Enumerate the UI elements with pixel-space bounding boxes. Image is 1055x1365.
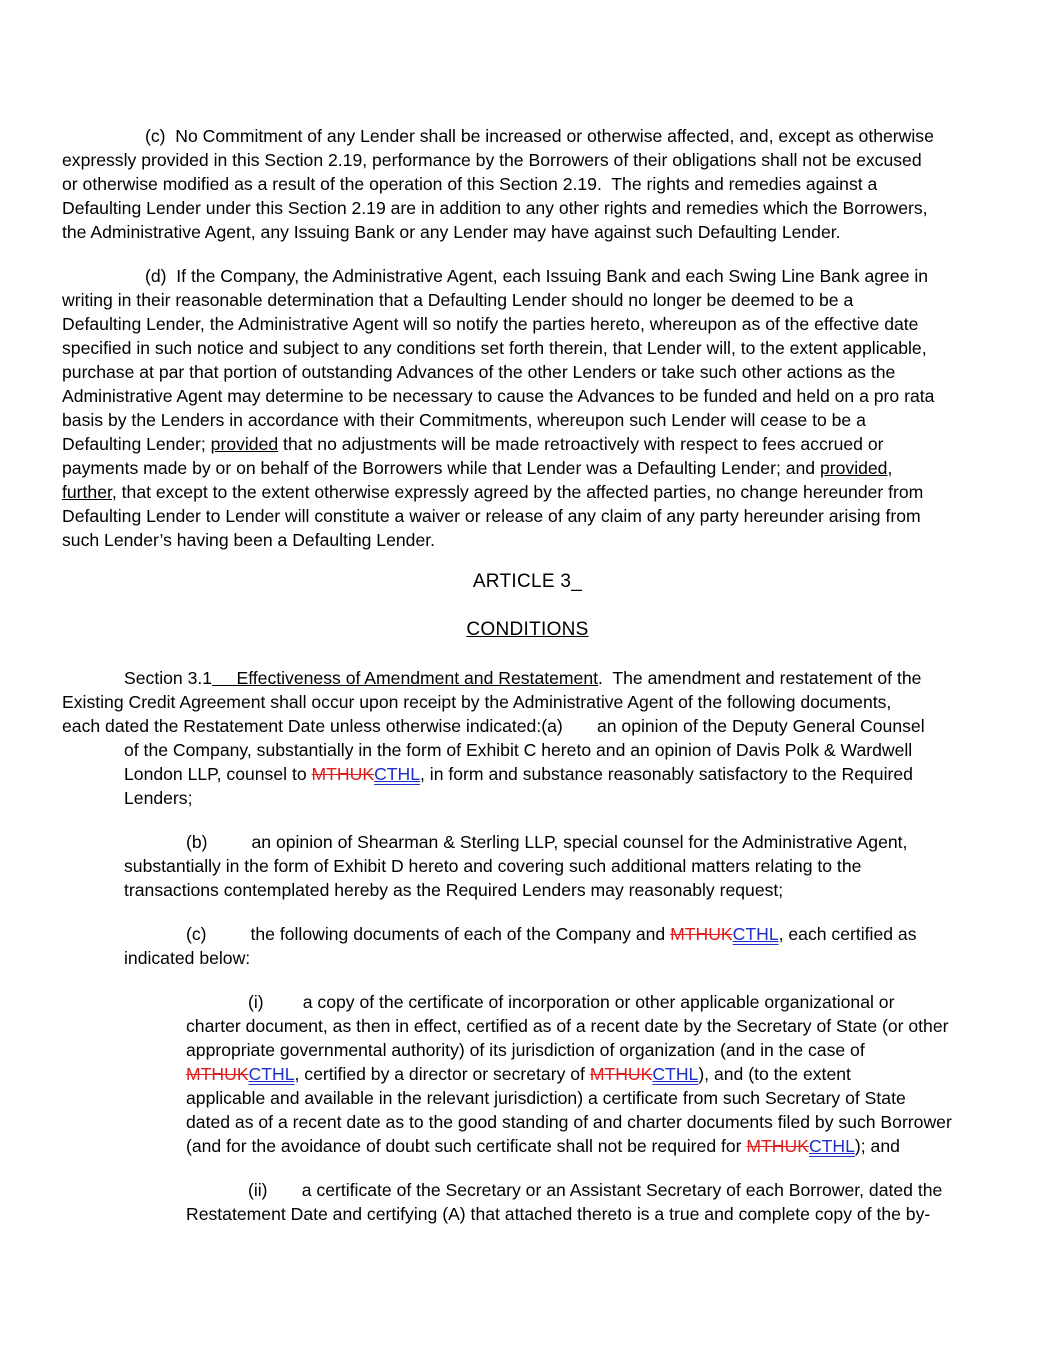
item-b-line-1: (b) an opinion of Shearman & Sterling LLP, special counsel for the Administrative Agent, [186, 832, 908, 852]
item-i-text: ), and (to the extent [698, 1064, 851, 1084]
section-3-1-line-3: each dated the Restatement Date unless otherwise indicated:(a) an opinion of the Deputy General Counsel [62, 716, 925, 736]
item-c-text: (c) the following documents of each of the Company and [186, 924, 671, 944]
para-c-line-1: (c) No Commitment of any Lender shall be increased or otherwise affected, and, except as otherwise [145, 126, 934, 146]
para-c-line-2: expressly provided in this Section 2.19, performance by the Borrowers of their obligations shall not be excused [62, 150, 922, 170]
redline-insertion: CTHL [732, 924, 779, 944]
section-gap [212, 668, 236, 688]
section-text: . The amendment and restatement of the [598, 668, 922, 688]
para-d-line-2: writing in their reasonable determination that a Defaulting Lender should no longer be deemed to be a [62, 290, 854, 310]
article-cursor: _ [571, 571, 583, 592]
para-d-line-6: Administrative Agent may determine to be necessary to cause the Advances to be funded and held on a pro rata [62, 386, 935, 406]
para-d-text: that no adjustments will be made retroactively with respect to fees accrued or [278, 434, 884, 454]
redline-deletion: MTHUK [670, 924, 733, 944]
item-i-line-2: charter document, as then in effect, certified as of a recent date by the Secretary of State (or other [186, 1016, 949, 1036]
redline-insertion: CTHL [652, 1064, 699, 1084]
item-i-line-5: applicable and available in the relevant jurisdiction) a certificate from such Secretary of State [186, 1088, 906, 1108]
item-i-line-1: (i) a copy of the certificate of incorporation or other applicable organizational or [248, 992, 895, 1012]
section-3-1-line-2: Existing Credit Agreement shall occur upon receipt by the Administrative Agent of the following documents, [62, 692, 892, 712]
item-i-text: , certified by a director or secretary of [294, 1064, 590, 1084]
para-d-line-12: such Lender’s having been a Defaulting Lender. [62, 530, 436, 550]
item-c-line-2: indicated below: [124, 948, 251, 968]
further-term: further [62, 482, 112, 502]
para-c-line-4: Defaulting Lender under this Section 2.19 are in addition to any other rights and remedies which the Borrowers, [62, 198, 928, 218]
para-d-line-7: basis by the Lenders in accordance with their Commitments, whereupon such Lender will cease to be a [62, 410, 866, 430]
redline-deletion: MTHUK [589, 1064, 653, 1084]
provided-term: provided [210, 434, 279, 454]
item-i-line-6: dated as of a recent date as to the good standing of and charter documents filed by such Borrower [186, 1112, 952, 1132]
item-i-text: (and for the avoidance of doubt such certificate shall not be required for [186, 1136, 747, 1156]
redline-insertion: CTHL [374, 764, 421, 784]
item-b-line-3: transactions contemplated hereby as the Required Lenders may reasonably request; [124, 880, 784, 900]
item-i-line-4 [186, 1062, 851, 1086]
para-d-line-9 [62, 456, 892, 480]
section-3-1-line-5 [124, 762, 913, 786]
para-d-text: , that except to the extent otherwise expressly agreed by the affected parties, no change hereunder from [111, 482, 924, 502]
article-number-text: ARTICLE 3 [472, 571, 572, 592]
para-d-line-8 [62, 432, 884, 456]
redline-deletion: MTHUK [186, 1064, 249, 1084]
item-c-line-1 [186, 922, 917, 946]
section-text: , in form and substance reasonably satisfactory to the Required [420, 764, 913, 784]
section-text: London LLP, counsel to [124, 764, 312, 784]
redline-deletion: MTHUK [311, 764, 375, 784]
item-i-text: ); and [854, 1136, 900, 1156]
para-d-line-11: Defaulting Lender to Lender will constitute a waiver or release of any claim of any party hereunder arising from [62, 506, 921, 526]
para-d-line-10 [62, 480, 923, 504]
para-c-line-3: or otherwise modified as a result of the operation of this Section 2.19. The rights and remedies against a [62, 174, 878, 194]
item-b-line-2: substantially in the form of Exhibit D hereto and covering such additional matters relating to the [124, 856, 862, 876]
item-ii-line-2: Restatement Date and certifying (A) that attached thereto is a true and complete copy of the by- [186, 1204, 931, 1224]
para-d-line-4: specified in such notice and subject to any conditions set forth therein, that Lender will, to the extent applicable, [62, 338, 927, 358]
article-title [0, 618, 1055, 642]
item-i-line-3: appropriate governmental authority) of its jurisdiction of organization (and in the case of [186, 1040, 865, 1060]
redline-insertion: CTHL [248, 1064, 295, 1084]
para-d-text: Defaulting Lender; [62, 434, 211, 454]
para-d-text: , [887, 458, 893, 478]
item-c-text: , each certified as [778, 924, 917, 944]
para-d-line-5: purchase at par that portion of outstanding Advances of the other Lenders or take such other actions as the [62, 362, 896, 382]
section-label: Section 3.1 [124, 668, 213, 688]
para-d-text: payments made by or on behalf of the Borrowers while that Lender was a Defaulting Lender; and [62, 458, 820, 478]
article-title-text: CONDITIONS [466, 619, 589, 640]
article-number [0, 570, 1055, 594]
redline-deletion: MTHUK [746, 1136, 809, 1156]
item-ii-line-1: (ii) a certificate of the Secretary or an Assistant Secretary of each Borrower, dated the [248, 1180, 943, 1200]
section-3-1-line-4: of the Company, substantially in the form of Exhibit C hereto and an opinion of Davis Polk & Wardwell [124, 740, 913, 760]
section-3-1-line-6: Lenders; [124, 788, 193, 808]
section-3-1-line-1 [124, 666, 921, 690]
para-d-line-1: (d) If the Company, the Administrative Agent, each Issuing Bank and each Swing Line Bank agree in [145, 266, 929, 286]
provided-term: provided [819, 458, 888, 478]
para-c-line-5: the Administrative Agent, any Issuing Bank or any Lender may have against such Defaulting Lender. [62, 222, 841, 242]
section-heading: Effectiveness of Amendment and Restatement [236, 668, 599, 688]
para-d-line-3: Defaulting Lender, the Administrative Agent will so notify the parties hereto, whereupon as of the effective date [62, 314, 919, 334]
item-i-line-7 [186, 1134, 900, 1158]
redline-insertion: CTHL [808, 1136, 855, 1156]
